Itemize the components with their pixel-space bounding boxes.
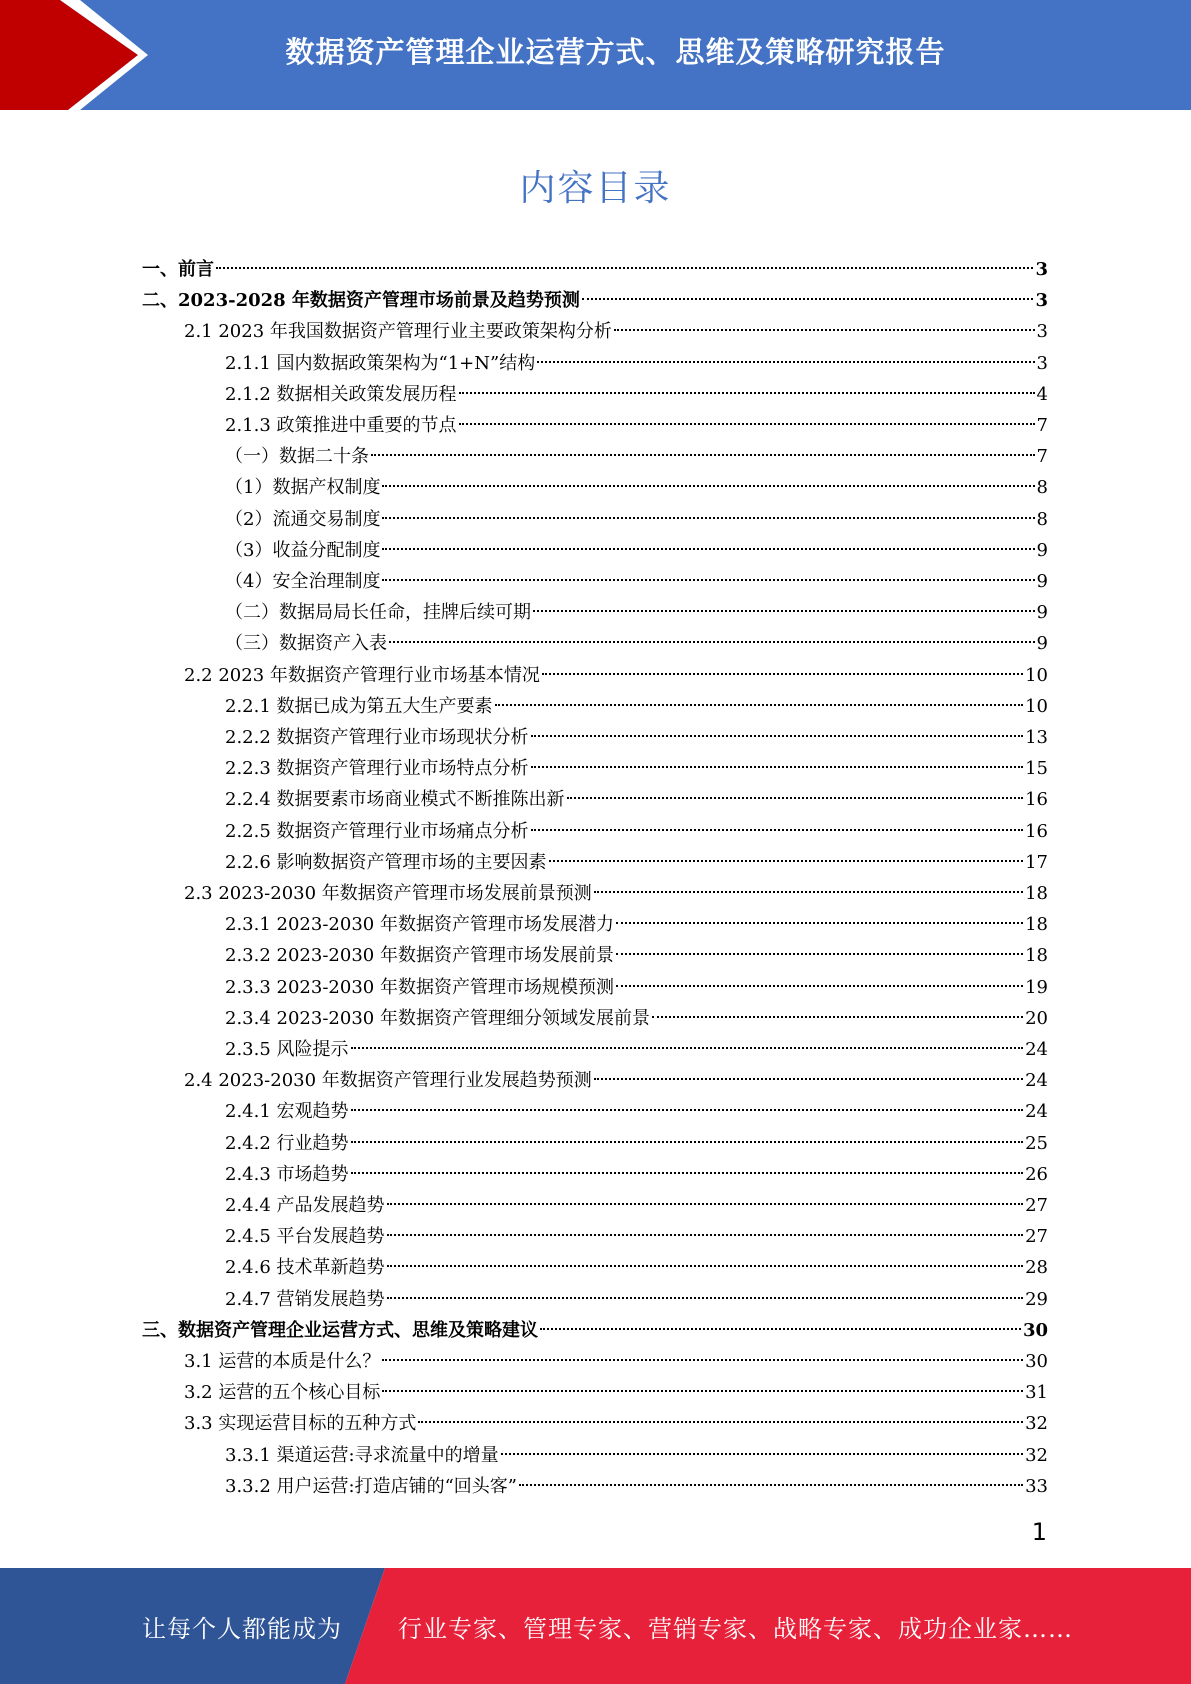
toc-entry[interactable] [184,316,1048,347]
toc-entry[interactable] [225,410,1048,441]
toc-entry[interactable] [225,441,1048,472]
toc-entry[interactable] [225,784,1048,815]
toc-entry[interactable] [142,285,1048,316]
toc-dot-leader [382,579,1034,581]
toc-entry-page: 4 [1036,383,1048,405]
toc-entry-page: 16 [1025,789,1048,811]
toc-entry-page: 13 [1025,727,1048,748]
toc-entry[interactable] [225,691,1048,722]
toc-entry-page: 15 [1025,758,1048,780]
toc-entry[interactable] [225,1190,1048,1221]
toc-entry-page: 30 [1025,1351,1048,1372]
toc-entry[interactable] [225,504,1048,535]
toc-entry-title: 2.2.2 数据资产管理行业市场现状分析 [225,727,529,748]
toc-dot-leader [542,673,1023,675]
toc-entry-title: （2）流通交易制度 [225,508,381,530]
toc-dot-leader [567,797,1024,799]
toc-entry-page: 27 [1025,1195,1048,1216]
toc-entry-title: 三、数据资产管理企业运营方式、思维及策略建议 [142,1319,538,1341]
toc-entry-page: 9 [1036,539,1048,561]
toc-dot-leader [459,392,1035,394]
toc-entry[interactable] [184,1377,1048,1408]
toc-entry[interactable] [225,940,1048,971]
toc-entry-page: 3 [1035,290,1048,312]
toc-entry-title: 2.3 2023-2030 年数据资产管理市场发展前景预测 [184,883,592,904]
toc-dot-leader [387,1234,1024,1236]
toc-entry[interactable] [225,379,1048,410]
toc-dot-leader [351,1141,1024,1143]
toc-entry-title: （三）数据资产入表 [225,633,387,655]
toc-entry-title: 2.2.1 数据已成为第五大生产要素 [225,695,493,717]
toc-dot-leader [537,361,1034,363]
toc-entry-title: 一、前言 [142,259,214,280]
toc-entry-page: 18 [1025,883,1048,904]
toc-entry[interactable] [225,1221,1048,1252]
toc-dot-leader [501,1453,1024,1455]
toc-entry[interactable] [225,1440,1048,1471]
toc-entry[interactable] [184,1346,1048,1377]
toc-entry-page: 18 [1025,914,1048,936]
toc-entry-title: （4）安全治理制度 [225,571,381,592]
toc-entry[interactable] [225,1003,1048,1034]
toc-dot-leader [382,548,1034,550]
toc-dot-leader [594,891,1023,893]
toc-dot-leader [418,1421,1023,1423]
toc-dot-leader [614,329,1035,331]
page-header [0,0,1191,110]
toc-entry-title: 2.4.1 宏观趋势 [225,1101,349,1123]
toc-entry-title: 2.4.6 技术革新趋势 [225,1257,385,1279]
toc-entry-title: 3.3 实现运营目标的五种方式 [184,1413,417,1435]
toc-entry-title: 2.1.3 政策推进中重要的节点 [225,415,457,436]
toc-entry[interactable] [225,1471,1048,1502]
toc-entry-page: 24 [1025,1070,1048,1092]
toc-dot-leader [549,860,1024,862]
toc-entry-page: 32 [1025,1444,1048,1466]
toc-entry-page: 31 [1025,1382,1048,1404]
toc-entry[interactable] [225,1284,1048,1315]
toc-entry-page: 27 [1025,1226,1048,1248]
toc-dot-leader [616,953,1023,955]
toc-dot-leader [351,1172,1024,1174]
toc-dot-leader [531,766,1024,768]
toc-entry-page: 30 [1022,1319,1048,1341]
toc-entry[interactable] [225,847,1048,878]
toc-dot-leader [652,1016,1023,1018]
toc-entry-title: 3.3.2 用户运营:打造店铺的“回头客” [225,1475,517,1497]
toc-entry[interactable] [225,722,1048,753]
toc-dot-leader [531,735,1024,737]
toc-entry[interactable] [225,597,1048,628]
toc-dot-leader [531,829,1024,831]
toc-entry-title: （一）数据二十条 [225,446,369,468]
toc-title: 内容目录 [519,168,672,209]
toc-entry-title: （1）数据产权制度 [225,477,381,499]
toc-entry[interactable] [142,254,1048,285]
toc-entry-title: （二）数据局局长任命，挂牌后续可期 [225,602,531,624]
toc-dot-leader [351,1047,1024,1049]
toc-entry-title: 2.4 2023-2030 年数据资产管理行业发展趋势预测 [184,1070,592,1092]
toc-entry-title: 3.1 运营的本质是什么？ [184,1351,381,1372]
toc-entry-page: 3 [1035,259,1048,280]
toc-entry[interactable] [184,1065,1048,1096]
toc-entry-page: 24 [1025,1039,1048,1060]
toc-entry[interactable] [142,1315,1048,1346]
header-title: 数据资产管理企业运营方式、思维及策略研究报告 [285,34,946,69]
toc-entry-title: 2.4.7 营销发展趋势 [225,1288,385,1310]
toc-entry-title: 2.3.4 2023-2030 年数据资产管理细分领域发展前景 [225,1007,650,1029]
toc-entry[interactable] [225,816,1048,847]
toc-dot-leader [519,1484,1023,1486]
toc-entry-title: 2.2.4 数据要素市场商业模式不断推陈出新 [225,789,565,811]
toc-entry-page: 26 [1025,1163,1048,1185]
toc-entry-page: 3 [1036,321,1048,343]
toc-entry-page: 7 [1036,415,1048,436]
toc-entry-title: 2.1.2 数据相关政策发展历程 [225,383,457,405]
toc-entry-title: 2.3.3 2023-2030 年数据资产管理市场规模预测 [225,976,614,998]
toc-entry[interactable] [225,348,1048,379]
toc-entry-title: 2.4.3 市场趋势 [225,1163,349,1185]
toc-entry-page: 32 [1025,1413,1048,1435]
toc-entry[interactable] [225,628,1048,659]
toc-entry-page: 29 [1025,1288,1048,1310]
toc-entry-page: 33 [1025,1475,1048,1497]
toc-entry-title: 2.1.1 国内数据政策架构为“1+N”结构 [225,352,536,374]
toc-dot-leader [216,267,1033,269]
toc-entry-page: 24 [1025,1101,1048,1123]
toc-entry[interactable] [225,753,1048,784]
toc-dot-leader [387,1297,1024,1299]
toc-entry-page: 9 [1036,602,1048,624]
toc-entry-title: 2.2.3 数据资产管理行业市场特点分析 [225,758,529,780]
toc-dot-leader [459,423,1035,425]
toc-dot-leader [533,610,1035,612]
toc-entry-title: 2.3.2 2023-2030 年数据资产管理市场发展前景 [225,945,614,967]
toc-entry-page: 8 [1036,508,1048,530]
toc-entry[interactable] [184,660,1048,691]
page-footer [0,1568,1191,1684]
toc-entry-page: 7 [1036,446,1048,468]
toc-entry-page: 3 [1036,352,1048,374]
toc-dot-leader [387,1203,1024,1205]
toc-entry[interactable] [225,472,1048,503]
toc-entry[interactable] [225,1034,1048,1065]
toc-dot-leader [382,1359,1023,1361]
toc-dot-leader [382,1390,1023,1392]
toc-entry[interactable] [225,909,1048,940]
toc-entry-title: 2.4.5 平台发展趋势 [225,1226,385,1248]
toc-entry[interactable] [184,878,1048,909]
footer-slogan-right: 行业专家、管理专家、营销专家、战略专家、成功企业家…… [398,1614,1073,1643]
toc-dot-leader [389,641,1035,643]
toc-dot-leader [594,1078,1023,1080]
toc-dot-leader [351,1109,1024,1111]
page-number: 1 [1031,1518,1047,1546]
toc-entry-title: 2.3.5 风险提示 [225,1039,349,1060]
toc-entry[interactable] [225,1252,1048,1283]
toc-dot-leader [382,517,1034,519]
footer-slogan-left: 让每个人都能成为 [142,1614,342,1643]
toc-dot-leader [616,985,1023,987]
toc-entry[interactable] [225,566,1048,597]
toc-entry-title: （3）收益分配制度 [225,539,381,561]
toc-entry-page: 20 [1025,1007,1048,1029]
toc-entry[interactable] [225,1159,1048,1190]
toc-entry-page: 16 [1025,820,1048,842]
header-arrow-decoration [0,0,160,110]
toc-entry-title: 2.1 2023 年我国数据资产管理行业主要政策架构分析 [184,321,612,343]
toc-entry-page: 18 [1025,945,1048,967]
toc-entry-page: 8 [1036,477,1048,499]
toc-entry-page: 10 [1025,695,1048,717]
toc-entry-page: 9 [1036,633,1048,655]
toc-dot-leader [582,298,1034,300]
toc-dot-leader [495,704,1024,706]
toc-entry-title: 2.4.2 行业趋势 [225,1132,349,1154]
toc-entry[interactable] [225,535,1048,566]
toc-entry-page: 25 [1025,1132,1048,1154]
toc-entry-title: 2.2 2023 年数据资产管理行业市场基本情况 [184,664,540,686]
toc-dot-leader [371,454,1035,456]
toc-entry-page: 9 [1036,571,1048,592]
toc-entry-title: 二、2023-2028 年数据资产管理市场前景及趋势预测 [142,290,580,312]
toc-entry[interactable] [225,1128,1048,1159]
toc-entry-page: 10 [1025,664,1048,686]
toc-entry-title: 2.2.5 数据资产管理行业市场痛点分析 [225,820,529,842]
toc-dot-leader [382,485,1034,487]
toc-entry[interactable] [225,972,1048,1003]
toc-entry-page: 28 [1025,1257,1048,1279]
toc-entry-title: 2.3.1 2023-2030 年数据资产管理市场发展潜力 [225,914,614,936]
toc-entry-title: 3.2 运营的五个核心目标 [184,1382,381,1404]
toc-entry-title: 2.4.4 产品发展趋势 [225,1195,385,1216]
toc-dot-leader [540,1328,1021,1330]
toc-dot-leader [616,922,1023,924]
toc-dot-leader [387,1265,1024,1267]
toc-entry-page: 19 [1025,976,1048,998]
toc-entry-title: 3.3.1 渠道运营:寻求流量中的增量 [225,1444,499,1466]
toc-entry-page: 17 [1025,851,1048,873]
toc-entry[interactable] [184,1408,1048,1439]
toc-entry[interactable] [225,1096,1048,1127]
toc-entry-title: 2.2.6 影响数据资产管理市场的主要因素 [225,851,547,873]
